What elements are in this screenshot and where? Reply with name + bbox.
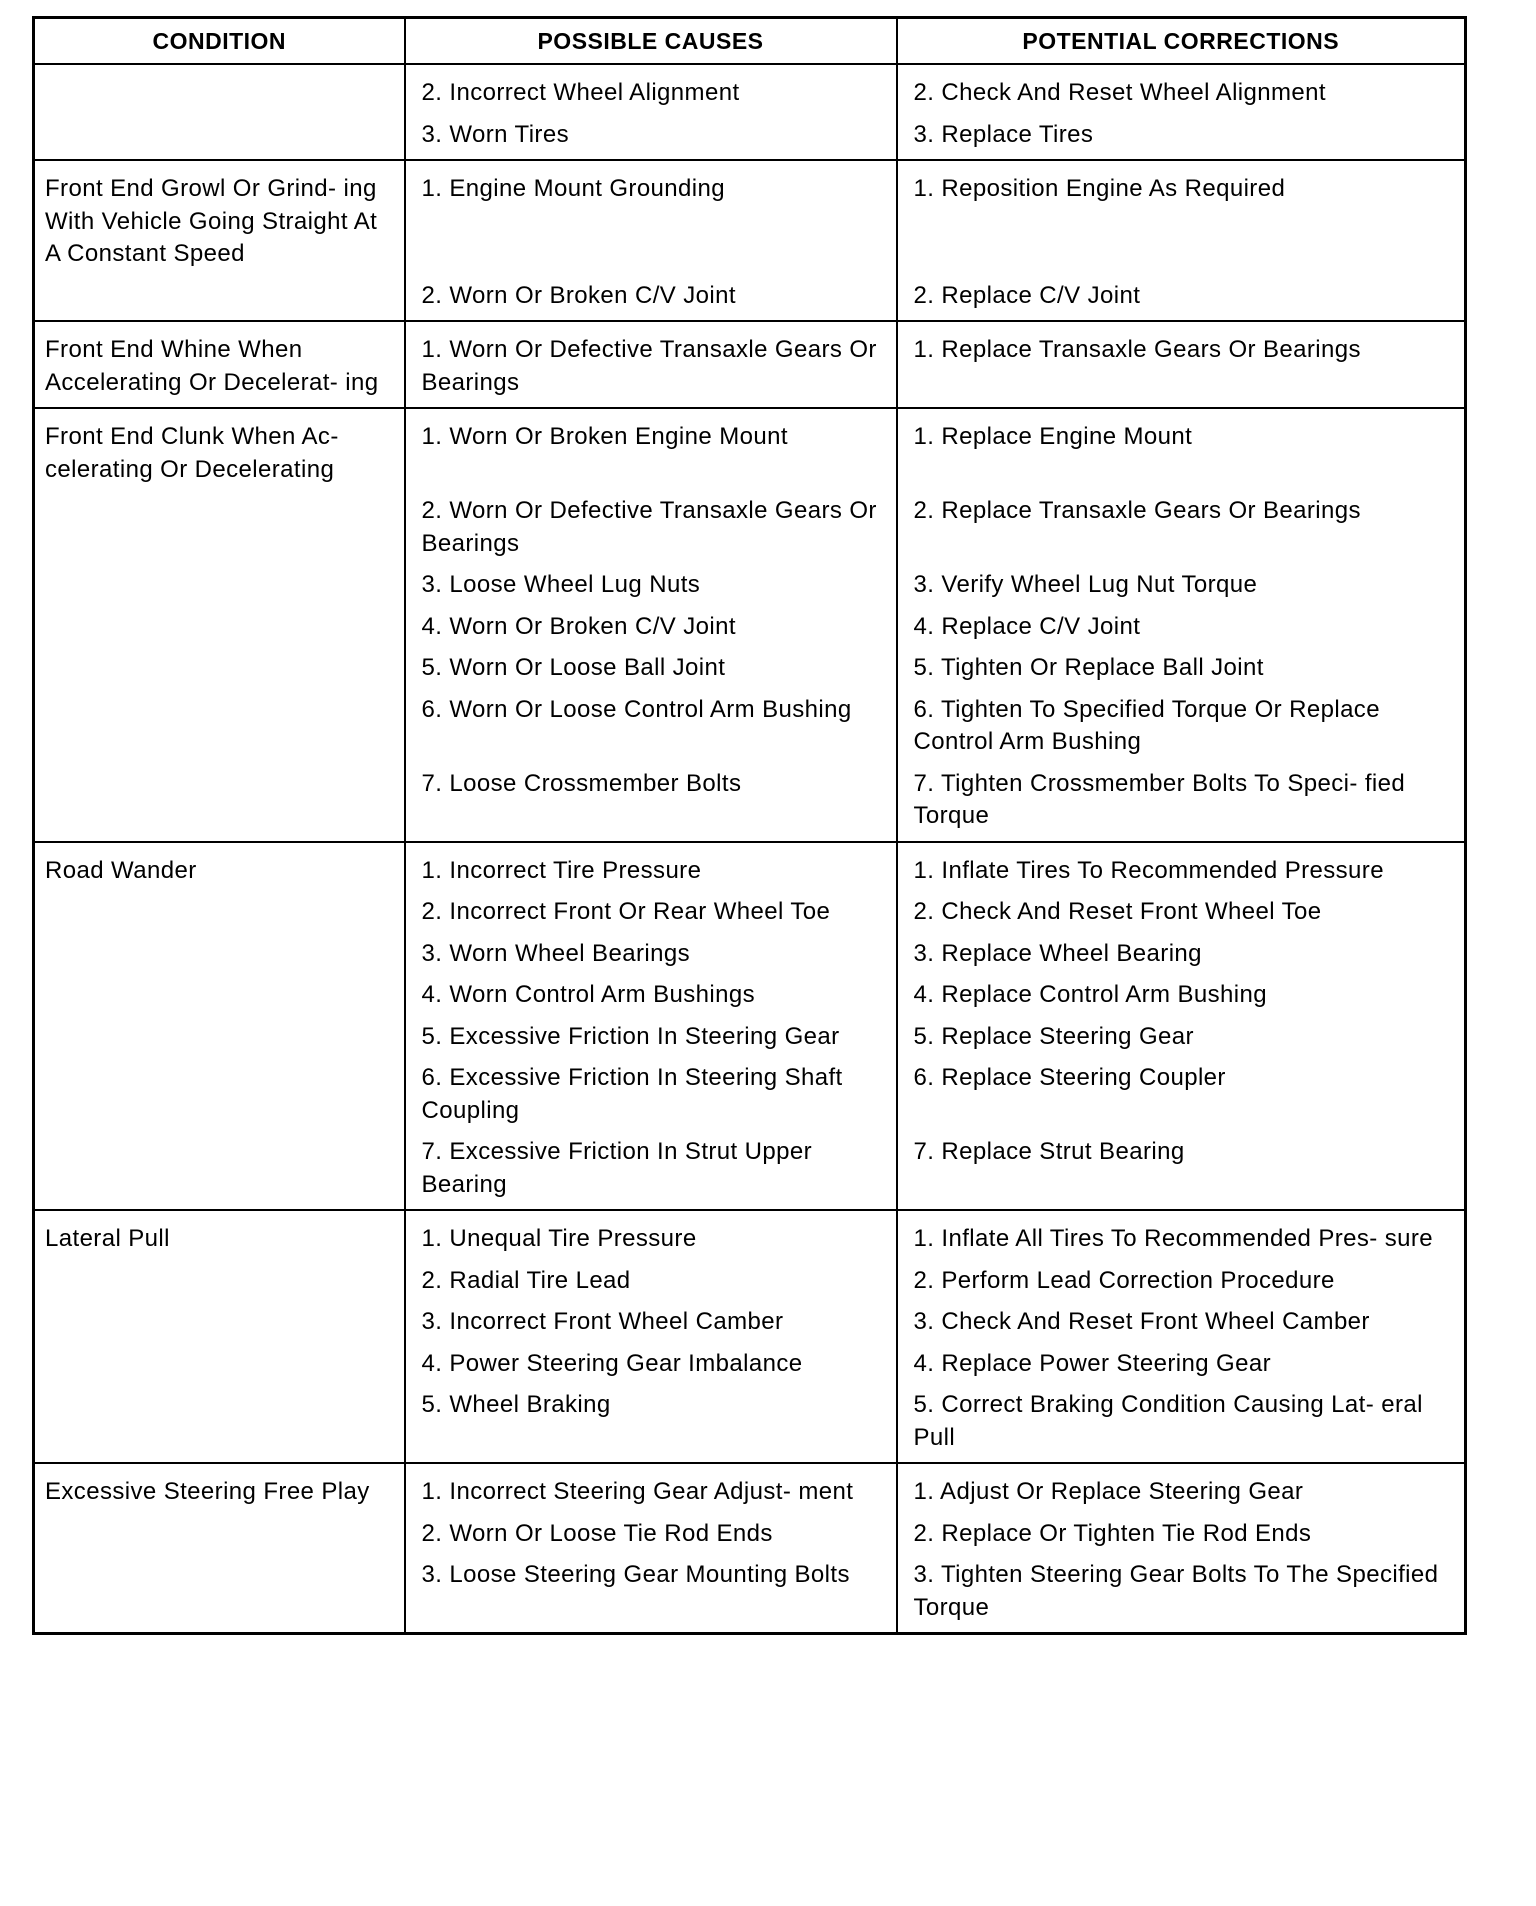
table-row bbox=[34, 1053, 1466, 1127]
correction-cell: 2. Replace Transaxle Gears Or Bearings bbox=[897, 486, 1466, 560]
cause-cell: 3. Worn Wheel Bearings bbox=[405, 929, 897, 971]
cause-cell: 2. Radial Tire Lead bbox=[405, 1256, 897, 1298]
condition-cell bbox=[34, 1256, 405, 1298]
header-possible-causes: POSSIBLE CAUSES bbox=[405, 18, 897, 65]
table-row bbox=[34, 1509, 1466, 1551]
cause-cell: 2. Incorrect Front Or Rear Wheel Toe bbox=[405, 887, 897, 929]
condition-cell bbox=[34, 110, 405, 161]
correction-cell: 2. Perform Lead Correction Procedure bbox=[897, 1256, 1466, 1298]
cause-cell: 1. Incorrect Steering Gear Adjust- ment bbox=[405, 1463, 897, 1509]
cause-cell: 7. Excessive Friction In Strut Upper Bearing bbox=[405, 1127, 897, 1210]
header-row bbox=[34, 18, 1466, 65]
correction-cell: 1. Replace Engine Mount bbox=[897, 408, 1466, 486]
cause-cell: 4. Worn Control Arm Bushings bbox=[405, 970, 897, 1012]
condition-cell bbox=[34, 970, 405, 1012]
correction-cell: 4. Replace C/V Joint bbox=[897, 602, 1466, 644]
condition-cell bbox=[34, 64, 405, 110]
cause-cell: 5. Worn Or Loose Ball Joint bbox=[405, 643, 897, 685]
condition-cell bbox=[34, 602, 405, 644]
table-row bbox=[34, 1550, 1466, 1634]
correction-cell: 7. Replace Strut Bearing bbox=[897, 1127, 1466, 1210]
condition-cell: Front End Clunk When Ac- celerating Or Decelerating bbox=[34, 408, 405, 486]
cause-cell: 1. Unequal Tire Pressure bbox=[405, 1210, 897, 1256]
correction-cell: 1. Inflate Tires To Recommended Pressure bbox=[897, 842, 1466, 888]
condition-cell bbox=[34, 643, 405, 685]
correction-cell: 5. Tighten Or Replace Ball Joint bbox=[897, 643, 1466, 685]
condition-cell bbox=[34, 1297, 405, 1339]
condition-cell bbox=[34, 560, 405, 602]
correction-cell: 2. Replace Or Tighten Tie Rod Ends bbox=[897, 1509, 1466, 1551]
correction-cell: 1. Adjust Or Replace Steering Gear bbox=[897, 1463, 1466, 1509]
table-row bbox=[34, 1127, 1466, 1210]
table-row bbox=[34, 1210, 1466, 1256]
correction-cell: 7. Tighten Crossmember Bolts To Speci- fied Torque bbox=[897, 759, 1466, 842]
header-condition: CONDITION bbox=[34, 18, 405, 65]
condition-cell bbox=[34, 929, 405, 971]
cause-cell: 1. Worn Or Broken Engine Mount bbox=[405, 408, 897, 486]
condition-cell bbox=[34, 1339, 405, 1381]
correction-cell: 4. Replace Control Arm Bushing bbox=[897, 970, 1466, 1012]
table-row bbox=[34, 408, 1466, 486]
correction-cell: 6. Replace Steering Coupler bbox=[897, 1053, 1466, 1127]
cause-cell: 6. Excessive Friction In Steering Shaft Coupling bbox=[405, 1053, 897, 1127]
table-row bbox=[34, 1012, 1466, 1054]
condition-cell bbox=[34, 685, 405, 759]
table-row bbox=[34, 1297, 1466, 1339]
table-row bbox=[34, 1339, 1466, 1381]
correction-cell: 1. Reposition Engine As Required bbox=[897, 160, 1466, 271]
cause-cell: 4. Power Steering Gear Imbalance bbox=[405, 1339, 897, 1381]
table-row bbox=[34, 970, 1466, 1012]
table-row bbox=[34, 1256, 1466, 1298]
correction-cell: 5. Replace Steering Gear bbox=[897, 1012, 1466, 1054]
correction-cell: 1. Replace Transaxle Gears Or Bearings bbox=[897, 321, 1466, 408]
table-row bbox=[34, 486, 1466, 560]
correction-cell: 2. Check And Reset Front Wheel Toe bbox=[897, 887, 1466, 929]
condition-cell bbox=[34, 486, 405, 560]
condition-cell bbox=[34, 1127, 405, 1210]
condition-cell: Road Wander bbox=[34, 842, 405, 888]
cause-cell: 5. Excessive Friction In Steering Gear bbox=[405, 1012, 897, 1054]
table-row bbox=[34, 110, 1466, 161]
correction-cell: 3. Tighten Steering Gear Bolts To The Specified Torque bbox=[897, 1550, 1466, 1634]
condition-cell: Front End Whine When Accelerating Or Decelerat- ing bbox=[34, 321, 405, 408]
cause-cell: 7. Loose Crossmember Bolts bbox=[405, 759, 897, 842]
cause-cell: 5. Wheel Braking bbox=[405, 1380, 897, 1463]
table-row bbox=[34, 602, 1466, 644]
condition-cell bbox=[34, 1053, 405, 1127]
cause-cell: 3. Worn Tires bbox=[405, 110, 897, 161]
cause-cell: 1. Worn Or Defective Transaxle Gears Or Bearings bbox=[405, 321, 897, 408]
cause-cell: 3. Loose Steering Gear Mounting Bolts bbox=[405, 1550, 897, 1634]
cause-cell: 6. Worn Or Loose Control Arm Bushing bbox=[405, 685, 897, 759]
cause-cell: 3. Incorrect Front Wheel Camber bbox=[405, 1297, 897, 1339]
condition-cell bbox=[34, 1012, 405, 1054]
condition-cell bbox=[34, 1509, 405, 1551]
condition-cell bbox=[34, 887, 405, 929]
table-row bbox=[34, 842, 1466, 888]
condition-cell bbox=[34, 1380, 405, 1463]
correction-cell: 3. Replace Wheel Bearing bbox=[897, 929, 1466, 971]
condition-cell: Excessive Steering Free Play bbox=[34, 1463, 405, 1509]
table-row bbox=[34, 929, 1466, 971]
table-row bbox=[34, 271, 1466, 322]
cause-cell: 1. Engine Mount Grounding bbox=[405, 160, 897, 271]
header-potential-corrections: POTENTIAL CORRECTIONS bbox=[897, 18, 1466, 65]
condition-cell bbox=[34, 759, 405, 842]
table-row bbox=[34, 560, 1466, 602]
correction-cell: 2. Check And Reset Wheel Alignment bbox=[897, 64, 1466, 110]
cause-cell: 2. Worn Or Broken C/V Joint bbox=[405, 271, 897, 322]
correction-cell: 1. Inflate All Tires To Recommended Pres- sure bbox=[897, 1210, 1466, 1256]
correction-cell: 5. Correct Braking Condition Causing Lat- eral Pull bbox=[897, 1380, 1466, 1463]
correction-cell: 6. Tighten To Specified Torque Or Replace Control Arm Bushing bbox=[897, 685, 1466, 759]
table-row bbox=[34, 643, 1466, 685]
table-row bbox=[34, 887, 1466, 929]
correction-cell: 3. Verify Wheel Lug Nut Torque bbox=[897, 560, 1466, 602]
table-row bbox=[34, 759, 1466, 842]
table-row bbox=[34, 1463, 1466, 1509]
cause-cell: 2. Worn Or Loose Tie Rod Ends bbox=[405, 1509, 897, 1551]
table-row bbox=[34, 1380, 1466, 1463]
cause-cell: 2. Incorrect Wheel Alignment bbox=[405, 64, 897, 110]
table-row bbox=[34, 685, 1466, 759]
table-row bbox=[34, 321, 1466, 408]
correction-cell: 2. Replace C/V Joint bbox=[897, 271, 1466, 322]
correction-cell: 3. Check And Reset Front Wheel Camber bbox=[897, 1297, 1466, 1339]
table-row bbox=[34, 64, 1466, 110]
diagnosis-table bbox=[32, 16, 1467, 1635]
condition-cell: Lateral Pull bbox=[34, 1210, 405, 1256]
condition-cell: Front End Growl Or Grind- ing With Vehicle Going Straight At A Constant Speed bbox=[34, 160, 405, 271]
correction-cell: 3. Replace Tires bbox=[897, 110, 1466, 161]
cause-cell: 1. Incorrect Tire Pressure bbox=[405, 842, 897, 888]
condition-cell bbox=[34, 271, 405, 322]
cause-cell: 3. Loose Wheel Lug Nuts bbox=[405, 560, 897, 602]
cause-cell: 2. Worn Or Defective Transaxle Gears Or Bearings bbox=[405, 486, 897, 560]
table-row bbox=[34, 160, 1466, 271]
correction-cell: 4. Replace Power Steering Gear bbox=[897, 1339, 1466, 1381]
condition-cell bbox=[34, 1550, 405, 1634]
cause-cell: 4. Worn Or Broken C/V Joint bbox=[405, 602, 897, 644]
